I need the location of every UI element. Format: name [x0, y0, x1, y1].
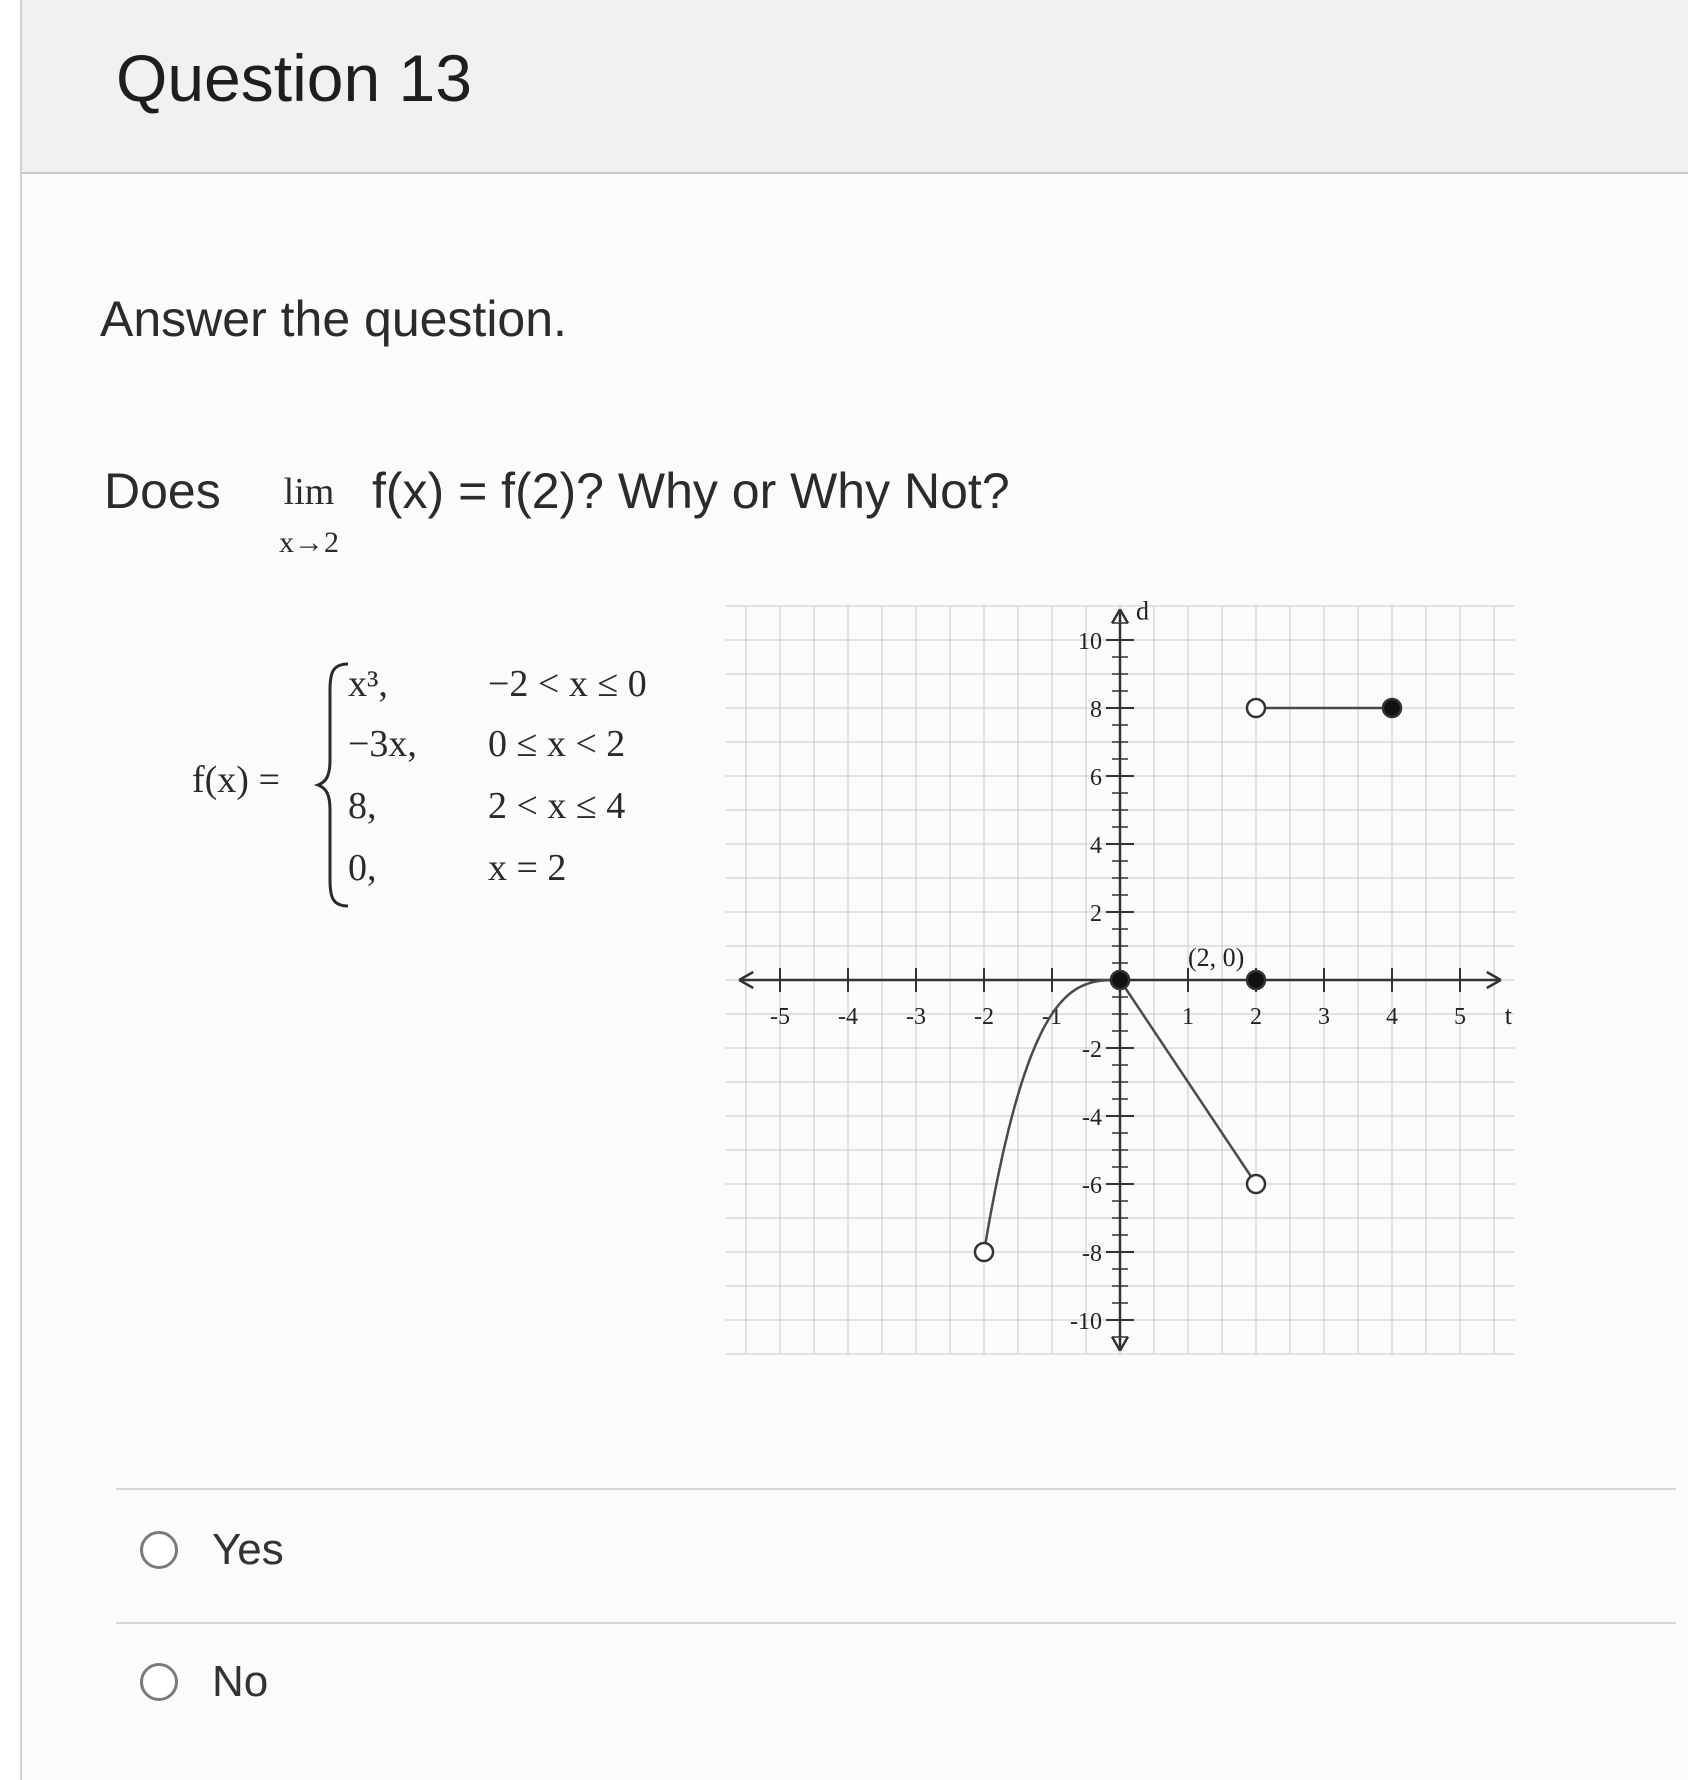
choice-no-label: No	[212, 1657, 269, 1706]
question-instruction: Answer the question.	[100, 291, 567, 347]
y-tick-label: 6	[1090, 765, 1102, 791]
case-expr-2: −3x,	[348, 723, 417, 765]
open-point	[1247, 1175, 1265, 1193]
closed-point	[1111, 971, 1129, 989]
open-point	[1247, 699, 1265, 717]
closed-point	[1383, 699, 1401, 717]
x-tick-label: -3	[906, 1004, 926, 1030]
case-cond-3: 2 < x ≤ 4	[488, 785, 626, 827]
y-tick-label: -4	[1082, 1105, 1102, 1131]
case-cond-2: 0 ≤ x < 2	[488, 723, 626, 765]
y-tick-label: -10	[1070, 1309, 1102, 1335]
prompt-rest: f(x) = f(2)? Why or Why Not?	[372, 463, 1010, 519]
x-tick-label: 1	[1182, 1004, 1194, 1030]
limit-subscript: x→2	[279, 526, 339, 559]
radio-yes[interactable]	[140, 1531, 178, 1569]
x-tick-label: -2	[974, 1004, 994, 1030]
x-tick-label: 5	[1454, 1004, 1466, 1030]
open-point	[975, 1243, 993, 1261]
choice-yes-label: Yes	[212, 1525, 284, 1574]
point-annotation: (2, 0)	[1188, 943, 1245, 972]
case-expr-4: 0,	[348, 847, 377, 889]
choice-no[interactable]	[140, 1642, 268, 1722]
case-expr-1: x³,	[348, 663, 388, 705]
limit-notation	[264, 470, 354, 560]
y-tick-label: -2	[1082, 1037, 1102, 1063]
prompt-lead: Does	[104, 463, 221, 519]
y-tick-label: -8	[1082, 1241, 1102, 1267]
x-axis-label: t	[1504, 1001, 1513, 1030]
choices-divider-top	[116, 1488, 1676, 1490]
choice-yes[interactable]	[140, 1510, 284, 1590]
y-axis-label: d	[1136, 596, 1149, 626]
function-graph	[700, 580, 1560, 1380]
question-title: Question 13	[116, 41, 472, 115]
x-tick-label: 2	[1250, 1004, 1262, 1030]
y-tick-label: 4	[1090, 833, 1102, 859]
y-tick-label: 8	[1090, 697, 1102, 723]
closed-point	[1247, 971, 1265, 989]
case-cond-1: −2 < x ≤ 0	[488, 663, 647, 705]
y-tick-label: 10	[1078, 629, 1102, 655]
piecewise-function	[192, 660, 712, 920]
x-tick-label: 3	[1318, 1004, 1330, 1030]
x-tick-label: -5	[770, 1004, 790, 1030]
x-tick-label: -1	[1042, 1004, 1062, 1030]
question-header	[22, 0, 1688, 174]
x-tick-label: -4	[838, 1004, 858, 1030]
case-cond-4: x = 2	[488, 847, 567, 889]
choices-divider-middle	[116, 1622, 1676, 1624]
case-expr-3: 8,	[348, 785, 377, 827]
radio-no[interactable]	[140, 1663, 178, 1701]
piecewise-lhs: f(x) =	[192, 759, 280, 801]
y-tick-label: 2	[1090, 901, 1102, 927]
x-tick-label: 4	[1386, 1004, 1398, 1030]
limit-word: lim	[283, 471, 335, 513]
y-tick-label: -6	[1082, 1173, 1102, 1199]
